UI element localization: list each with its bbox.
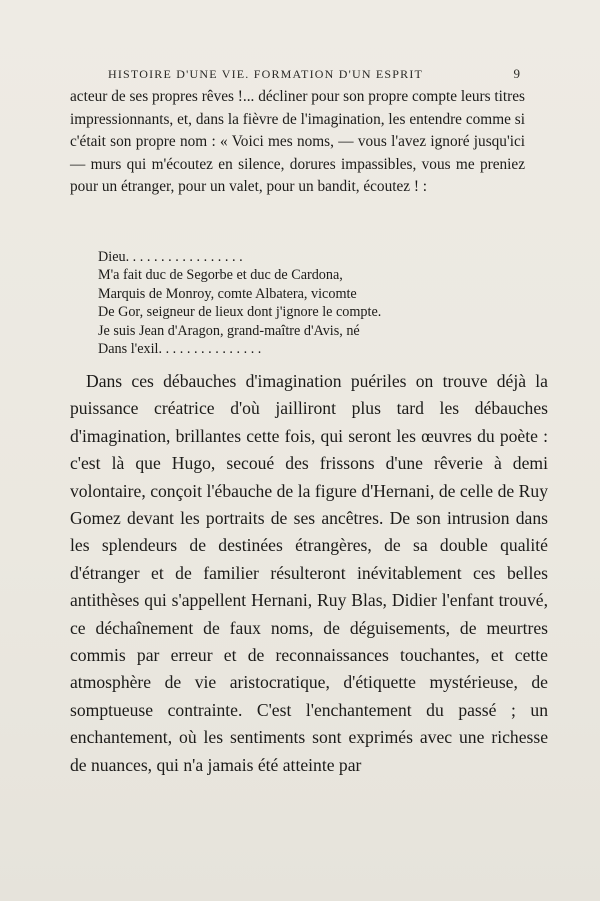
verse-line: Dieu. . . . . . . . . . . . . . . . . [98,249,243,265]
main-paragraph: Dans ces débauches d'imagination puériles on trouve déjà la puissance créatrice d'où jailliront plus tard les débauches d'imagination, brillantes cette fois, qui seront les œuvres du poète : c'est là que Hugo, secoué des frissons d'une rêverie à demi volontaire, conçoit l'ébauche de la figure d'Hernani, de celle de Ruy Gomez devant les portraits de ses ancêtres. De son intrusion dans les splendeurs de destinées étrangères, de sa double qualité d'étranger et de familier résulteront inévitablement ces belles antithèses qui s'appellent Hernani, Ruy Blas, Didier l'enfant trouvé, ce déchaînement de faux noms, de déguisements, de meurtres commis par erreur et de reconnaissances touchantes, et cette atmosphère de vie aristocratique, d'étiquette mystérieuse, de somptueuse contrainte. C'est l'enchantement du passé ; un enchantement, où les sentiments sont exprimés avec une richesse de nuances, qui n'a jamais été atteinte par [70,371,548,775]
verse-line: Dans l'exil. . . . . . . . . . . . . . . [98,341,262,358]
top-paragraph-block [70,86,525,199]
top-paragraph: acteur de ses propres rêves !... décliner pour son propre compte leurs titres impressionnants, et, dans la fièvre de l'imagination, les entendre comme si c'était son propre nom : « Voici mes noms, — vous l'avez ignoré jusqu'ici — murs qui m'écoutez en silence, dorures impassibles, vous me preniez pour un étranger, pour un valet, pour un bandit, écoutez ! : [70,88,525,196]
running-title: HISTOIRE D'UNE VIE. FORMATION D'UN ESPRIT [108,67,424,81]
verse-quotation [98,248,498,358]
main-paragraph-block [70,368,548,779]
verse-line: Marquis de Monroy, comte Albatera, vicomte [98,285,357,302]
running-header [108,66,520,82]
verse-line: M'a fait duc de Segorbe et duc de Cardona, [98,267,343,284]
verse-line: De Gor, seigneur de lieux dont j'ignore le compte. [98,304,382,321]
verse-line: Je suis Jean d'Aragon, grand-maître d'Avis, né [98,322,360,339]
page-number: 9 [513,66,520,81]
